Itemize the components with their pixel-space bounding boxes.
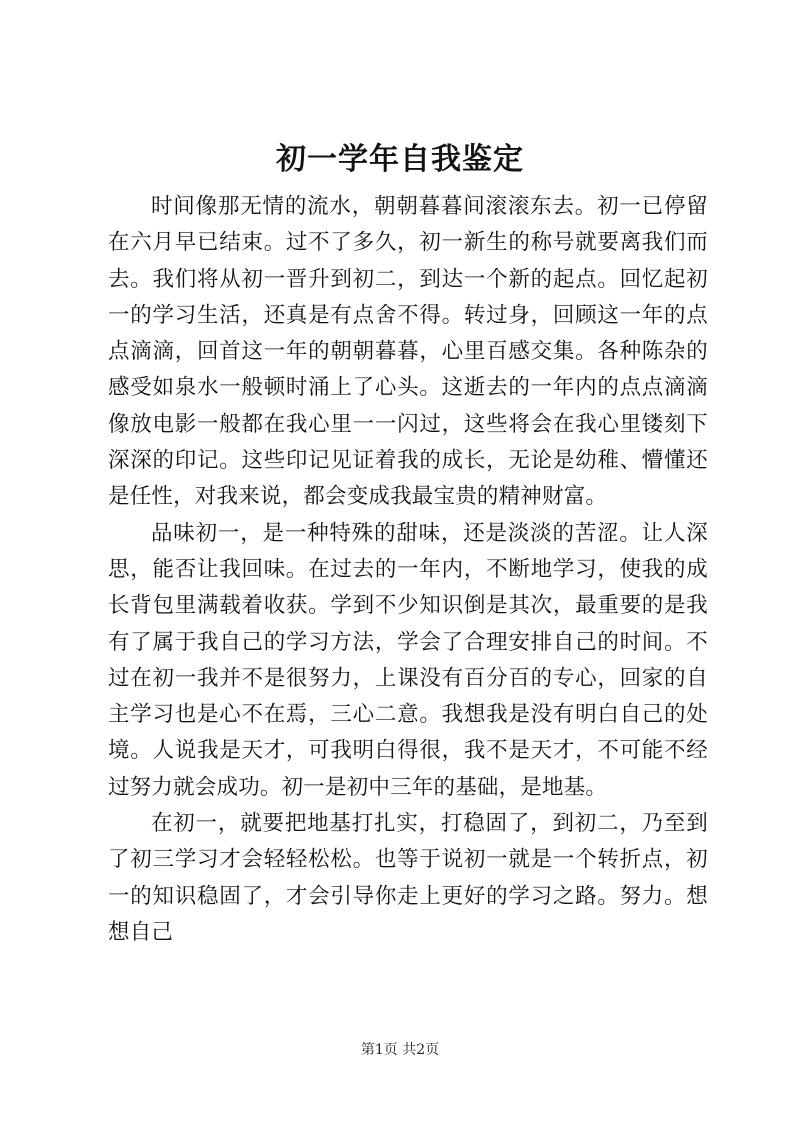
paragraph-1: 时间像那无情的流水，朝朝暮暮间滚滚东去。初一已停留在六月早已结束。过不了多久，初一新生的称号就要离我们而去。我们将从初一晋升到初二，到达一个新的起点。回忆起初一的学习生活，还真是有点舍不得。转过身，回顾这一年的点点滴滴，回首这一年的朝朝暮暮，心里百感交集。各种陈杂的感受如泉水一般顿时涌上了心头。这逝去的一年内的点点滴滴像放电影一般都在我心里一一闪过，这些将会在我心里镂刻下深深的印记。这些印记见证着我的成长，无论是幼稚、懵懂还是任性，对我来说，都会变成我最宝贵的精神财富。 [108,194,708,510]
page-number-footer: 第1页 共2页 [360,1042,440,1058]
paragraph-3: 在初一，就要把地基打扎实，打稳固了，到初二，乃至到了初三学习才会轻轻松松。也等于说初一就是一个转折点，初一的知识稳固了，才会引导你走上更好的学习之路。努力。想想自己 [108,811,708,945]
document-body [108,189,708,951]
document-title: 初一学年自我鉴定 [276,142,524,177]
paragraph-2: 品味初一，是一种特殊的甜味，还是淡淡的苦涩。让人深思，能否让我回味。在过去的一年内，不断地学习，使我的成长背包里满载着收获。学到不少知识倒是其次，最重要的是我有了属于我自己的学习方法，学会了合理安排自己的时间。不过在初一我并不是很努力，上课没有百分百的专心，回家的自主学习也是心不在焉，三心二意。我想我是没有明白自己的处境。人说我是天才，可我明白得很，我不是天才，不可能不经过努力就会成功。初一是初中三年的基础，是地基。 [108,520,708,800]
